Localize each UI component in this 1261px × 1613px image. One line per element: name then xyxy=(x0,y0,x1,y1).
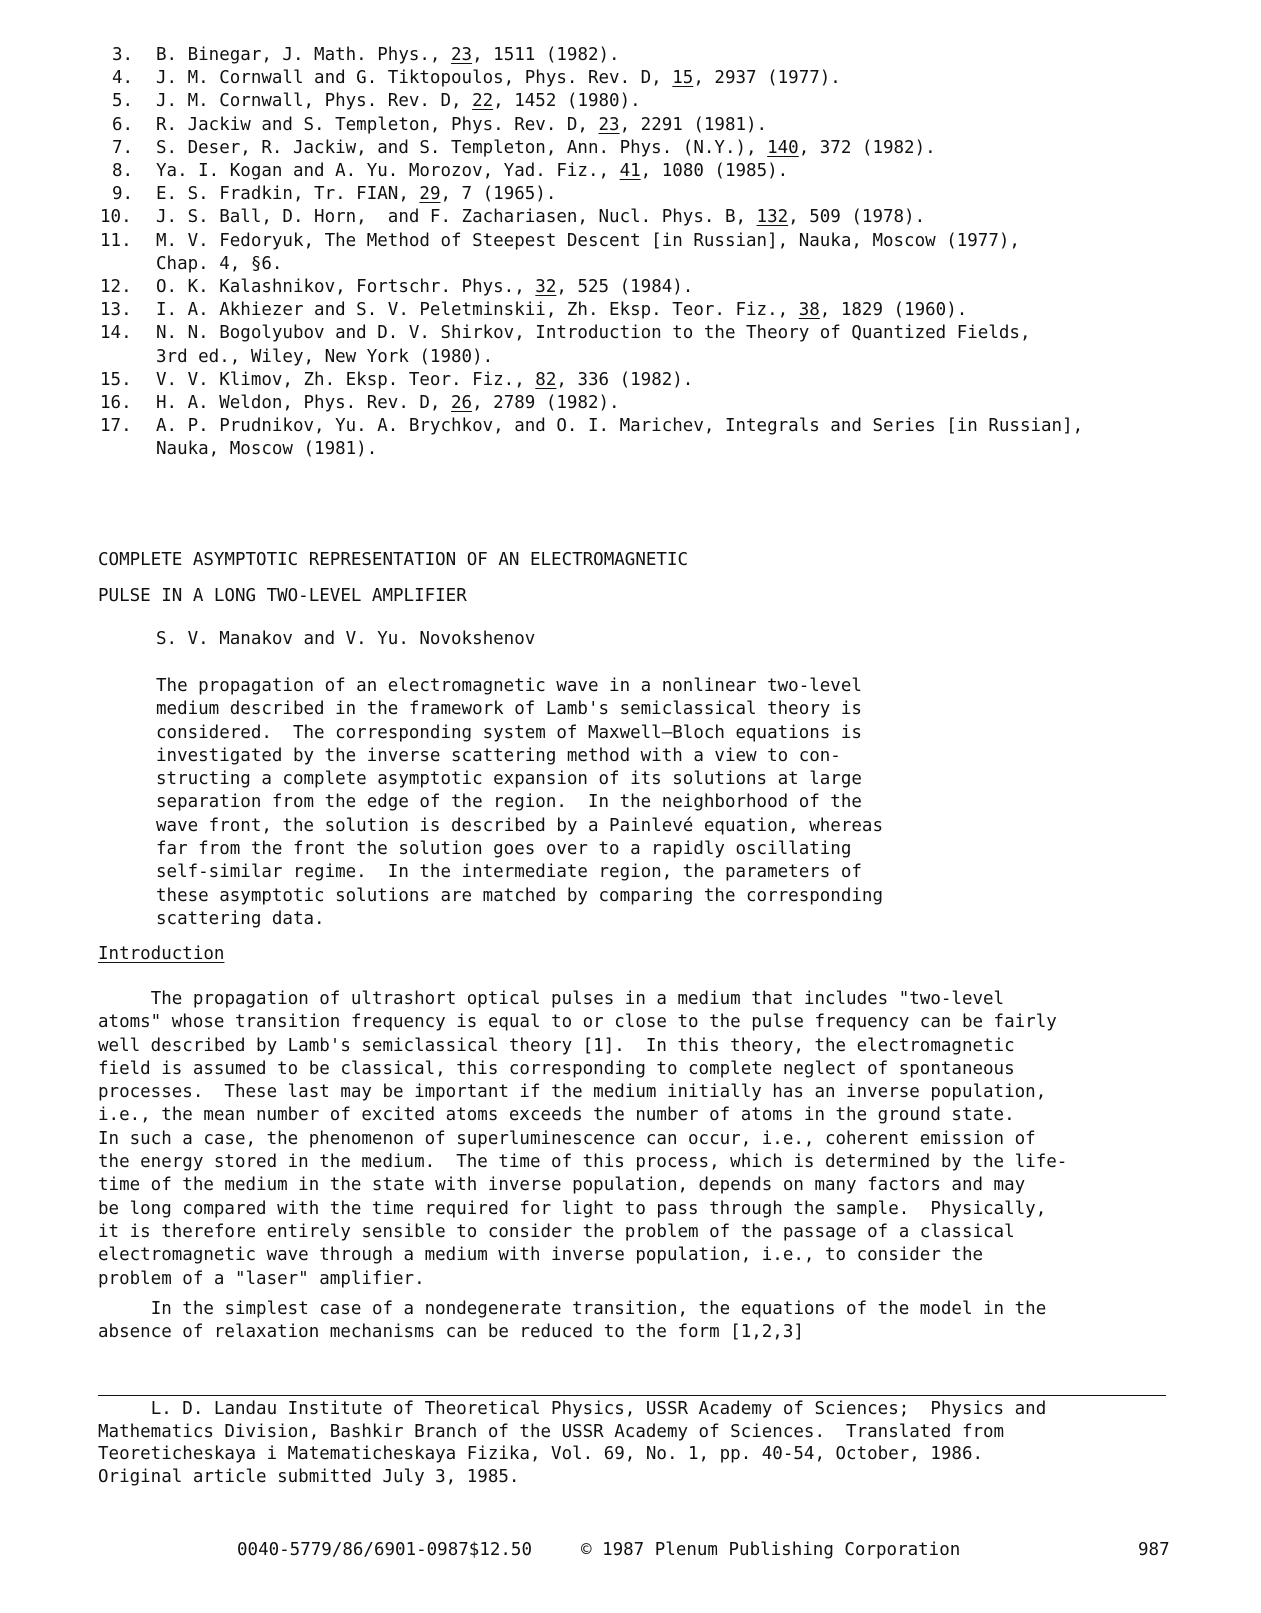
article-title-line: PULSE IN A LONG TWO-LEVEL AMPLIFIER xyxy=(98,586,467,606)
reference-segment: , 525 (1984). xyxy=(556,277,694,298)
reference-number: 13. xyxy=(100,300,132,321)
reference-segment: O. K. Kalashnikov, Fortschr. Phys., xyxy=(156,277,536,298)
article-code: 0040-5779/86/6901-0987$12.50 xyxy=(237,1540,533,1560)
copyright-notice: © 1987 Plenum Publishing Corporation xyxy=(581,1540,961,1560)
reference-segment: J. M. Cornwall, Phys. Rev. D, xyxy=(156,91,473,112)
affiliation-footnote: L. D. Landau Institute of Theoretical Physics, USSR Academy of Sciences; Physics and Mathematics Division, Bashkir Branch of the USSR Academy of Sciences. Translated from Teoreticheskaya i Matematicheskaya Fizika, Vol. 69, No. 1, pp. 40-54, October, 1986. Original article submitted July 3, 1985. xyxy=(98,1399,1047,1487)
reference-segment: H. A. Weldon, Phys. Rev. D, xyxy=(156,393,452,414)
reference-text xyxy=(156,114,1220,137)
body-paragraph: The propagation of ultrashort optical pulses in a medium that includes "two-level atoms" whose transition frequency is equal to or close to the pulse frequency can be fairly well described by Lamb's semiclassical theory [1]. In this theory, the electromagnetic field is assumed to be classical, this corresponding to complete neglect of spontaneous processes. These last may be important if the medium initially has an inverse population, i.e., the mean number of excited atoms exceeds the number of atoms in the ground state. In such a case, the phenomenon of superluminescence can occur, i.e., coherent emission of the energy stored in the medium. The time of this process, which is determined by the life- time of the medium in the state with inverse population, depends on many factors and may be long compared with the time required for light to pass through the sample. Physically, it is therefore entirely sensible to consider the problem of the passage of a classical electromagnetic wave through a medium with inverse population, i.e., to consider the problem of a "laser" amplifier. xyxy=(98,989,1068,1289)
reference-segment: A. P. Prudnikov, Yu. A. Brychkov, and O. I. Marichev, Integrals and Series [in Russian], Nauka, Moscow (1981). xyxy=(156,416,1084,460)
reference-text xyxy=(156,392,1220,415)
page-number: 987 xyxy=(1138,1540,1170,1560)
reference-number: 16. xyxy=(100,393,132,414)
reference-item xyxy=(100,44,1220,67)
reference-number: 11. xyxy=(100,230,132,251)
reference-text xyxy=(156,160,1220,183)
reference-volume: 82 xyxy=(535,369,557,390)
reference-number: 12. xyxy=(100,277,132,298)
reference-number: 15. xyxy=(100,369,132,390)
reference-volume: 32 xyxy=(535,277,557,298)
reference-number: 10. xyxy=(100,207,132,228)
reference-number: 8. xyxy=(112,161,134,182)
reference-segment: , 1452 (1980). xyxy=(493,91,641,112)
reference-volume: 23 xyxy=(451,45,473,65)
reference-text xyxy=(156,44,1220,67)
reference-item xyxy=(100,183,1220,206)
reference-segment: , 1511 (1982). xyxy=(472,45,620,65)
reference-segment: N. N. Bogolyubov and D. V. Shirkov, Introduction to the Theory of Quantized Fields, 3rd ed., Wiley, New York (1980). xyxy=(156,323,1031,367)
reference-text xyxy=(156,230,1220,276)
reference-item xyxy=(100,67,1220,90)
reference-segment: , 2789 (1982). xyxy=(472,393,620,414)
reference-item xyxy=(100,137,1220,160)
reference-list xyxy=(100,44,1220,462)
reference-text xyxy=(156,415,1220,461)
reference-segment: I. A. Akhiezer and S. V. Peletminskii, Zh. Eksp. Teor. Fiz., xyxy=(156,300,799,321)
reference-text xyxy=(156,369,1220,392)
reference-number: 7. xyxy=(112,137,134,158)
reference-text xyxy=(156,90,1220,113)
reference-volume: 15 xyxy=(672,68,694,89)
article-title-line: COMPLETE ASYMPTOTIC REPRESENTATION OF AN ELECTROMAGNETIC xyxy=(98,550,689,570)
reference-segment: , 7 (1965). xyxy=(440,184,557,205)
reference-segment: , 336 (1982). xyxy=(556,369,694,390)
reference-item xyxy=(100,415,1220,461)
reference-segment: , 2937 (1977). xyxy=(693,68,841,89)
reference-item xyxy=(100,322,1220,368)
reference-volume: 38 xyxy=(798,300,820,321)
reference-segment: J. S. Ball, D. Horn, and F. Zachariasen, Nucl. Phys. B, xyxy=(156,207,757,228)
section-heading: Introduction xyxy=(98,944,225,964)
reference-item xyxy=(100,114,1220,137)
reference-text xyxy=(156,137,1220,160)
reference-item xyxy=(100,90,1220,113)
reference-text xyxy=(156,67,1220,90)
reference-text xyxy=(156,183,1220,206)
body-paragraph: In the simplest case of a nondegenerate transition, the equations of the model in the absence of relaxation mechanisms can be reduced to the form [1,2,3] xyxy=(98,1299,1047,1343)
footnote-divider xyxy=(98,1395,1166,1396)
reference-item xyxy=(100,276,1220,299)
article-title xyxy=(98,542,688,614)
reference-item xyxy=(100,369,1220,392)
article-authors: S. V. Manakov and V. Yu. Novokshenov xyxy=(156,629,536,649)
reference-item xyxy=(100,392,1220,415)
reference-segment: , 1080 (1985). xyxy=(640,161,789,182)
reference-segment: E. S. Fradkin, Tr. FIAN, xyxy=(156,184,420,205)
reference-text xyxy=(156,206,1220,229)
reference-volume: 26 xyxy=(451,393,473,414)
reference-segment: V. V. Klimov, Zh. Eksp. Teor. Fiz., xyxy=(156,369,536,390)
reference-number: 6. xyxy=(112,114,134,135)
reference-volume: 41 xyxy=(619,161,641,182)
reference-text xyxy=(156,299,1220,322)
reference-segment: Ya. I. Kogan and A. Yu. Morozov, Yad. Fiz., xyxy=(156,161,620,182)
reference-segment: R. Jackiw and S. Templeton, Phys. Rev. D, xyxy=(156,114,599,135)
reference-volume: 132 xyxy=(756,207,789,228)
reference-segment: M. V. Fedoryuk, The Method of Steepest Descent [in Russian], Nauka, Moscow (1977), Chap. 4, §6. xyxy=(156,230,1020,274)
reference-segment: , 1829 (1960). xyxy=(819,300,968,321)
reference-number: 5. xyxy=(112,91,134,112)
article-abstract: The propagation of an electromagnetic wave in a nonlinear two-level medium described in the framework of Lamb's semiclassical theory is considered. The corresponding system of Maxwell–Bloch equations is investigated by the inverse scattering method with a view to con- structing a complete asymptotic expansion of its solutions at large separation from the edge of the region. In the neighborhood of the wave front, the solution is described by a Painlevé equation, whereas far from the front the solution goes over to a rapidly oscillating self-similar regime. In the intermediate region, the parameters of these asymptotic solutions are matched by comparing the corresponding scattering data. xyxy=(156,676,883,929)
reference-item xyxy=(100,160,1220,183)
reference-volume: 22 xyxy=(472,91,494,112)
reference-number: 9. xyxy=(112,184,134,205)
reference-number: 3. xyxy=(112,45,134,65)
reference-segment: , 372 (1982). xyxy=(798,137,936,158)
reference-segment: , 2291 (1981). xyxy=(619,114,768,135)
reference-item xyxy=(100,299,1220,322)
reference-segment: S. Deser, R. Jackiw, and S. Templeton, Ann. Phys. (N.Y.), xyxy=(156,137,768,158)
reference-volume: 29 xyxy=(419,184,441,205)
reference-text xyxy=(156,276,1220,299)
reference-segment: B. Binegar, J. Math. Phys., xyxy=(156,45,452,65)
reference-number: 17. xyxy=(100,416,132,437)
reference-number: 14. xyxy=(100,323,132,344)
reference-number: 4. xyxy=(112,68,134,89)
reference-volume: 23 xyxy=(598,114,620,135)
reference-item xyxy=(100,206,1220,229)
reference-item xyxy=(100,230,1220,276)
reference-segment: J. M. Cornwall and G. Tiktopoulos, Phys. Rev. D, xyxy=(156,68,673,89)
reference-segment: , 509 (1978). xyxy=(788,207,926,228)
reference-text xyxy=(156,322,1220,368)
reference-volume: 140 xyxy=(767,137,799,158)
